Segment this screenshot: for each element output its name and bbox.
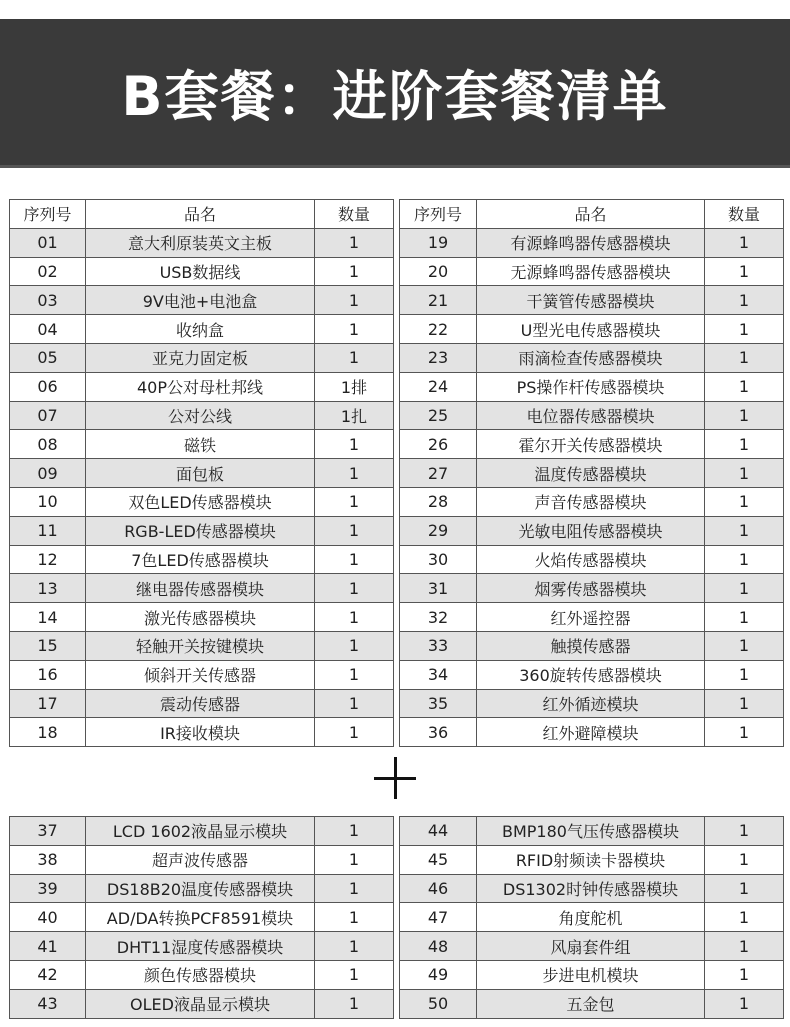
quantity-cell: 1 xyxy=(315,660,394,689)
quantity-cell: 1 xyxy=(315,932,394,961)
quantity-cell: 1 xyxy=(705,817,784,846)
serial-number-cell: 08 xyxy=(10,430,86,459)
product-name-cell: 红外循迹模块 xyxy=(477,689,705,718)
serial-number-cell: 49 xyxy=(400,960,477,989)
quantity-cell: 1 xyxy=(315,989,394,1018)
table-row xyxy=(400,286,784,315)
product-name-cell: 激光传感器模块 xyxy=(86,603,315,632)
product-name-cell: 温度传感器模块 xyxy=(477,459,705,488)
quantity-cell: 1 xyxy=(705,932,784,961)
table-row xyxy=(400,718,784,747)
parts-table-1-left xyxy=(9,199,394,747)
product-name-cell: 收纳盒 xyxy=(86,315,315,344)
table-row xyxy=(10,286,394,315)
table-row xyxy=(400,603,784,632)
table-row xyxy=(10,545,394,574)
table-row xyxy=(10,603,394,632)
product-name-cell: IR接收模块 xyxy=(86,718,315,747)
serial-number-cell: 21 xyxy=(400,286,477,315)
quantity-cell: 1 xyxy=(705,430,784,459)
product-name-cell: 意大利原装英文主板 xyxy=(86,228,315,257)
product-name-cell: 火焰传感器模块 xyxy=(477,545,705,574)
serial-number-cell: 02 xyxy=(10,257,86,286)
table-row xyxy=(10,960,394,989)
product-name-cell: DS1302时钟传感器模块 xyxy=(477,874,705,903)
quantity-cell: 1 xyxy=(705,718,784,747)
product-name-cell: 公对公线 xyxy=(86,401,315,430)
product-name-cell: 40P公对母杜邦线 xyxy=(86,372,315,401)
serial-number-cell: 22 xyxy=(400,315,477,344)
table-row xyxy=(400,574,784,603)
product-name-cell: RFID射频读卡器模块 xyxy=(477,845,705,874)
table-row xyxy=(10,459,394,488)
table-row xyxy=(400,257,784,286)
quantity-cell: 1 xyxy=(315,631,394,660)
product-name-cell: 继电器传感器模块 xyxy=(86,574,315,603)
quantity-cell: 1 xyxy=(705,286,784,315)
product-name-cell: 面包板 xyxy=(86,459,315,488)
product-name-cell: 360旋转传感器模块 xyxy=(477,660,705,689)
table-row xyxy=(400,960,784,989)
product-name-cell: 倾斜开关传感器 xyxy=(86,660,315,689)
quantity-cell: 1 xyxy=(315,603,394,632)
product-name-cell: DS18B20温度传感器模块 xyxy=(86,874,315,903)
product-name-cell: 霍尔开关传感器模块 xyxy=(477,430,705,459)
table-row xyxy=(400,660,784,689)
product-name-cell: 震动传感器 xyxy=(86,689,315,718)
product-name-cell: OLED液晶显示模块 xyxy=(86,989,315,1018)
table-row xyxy=(400,315,784,344)
serial-number-cell: 50 xyxy=(400,989,477,1018)
serial-number-cell: 33 xyxy=(400,631,477,660)
serial-number-cell: 18 xyxy=(10,718,86,747)
quantity-cell: 1 xyxy=(315,903,394,932)
serial-number-cell: 15 xyxy=(10,631,86,660)
quantity-cell: 1 xyxy=(705,631,784,660)
quantity-cell: 1 xyxy=(315,817,394,846)
header-quantity: 数量 xyxy=(705,200,784,229)
serial-number-cell: 17 xyxy=(10,689,86,718)
table-row xyxy=(10,689,394,718)
quantity-cell: 1 xyxy=(315,487,394,516)
serial-number-cell: 44 xyxy=(400,817,477,846)
quantity-cell: 1 xyxy=(315,228,394,257)
serial-number-cell: 29 xyxy=(400,516,477,545)
quantity-cell: 1 xyxy=(705,516,784,545)
product-name-cell: PS操作杆传感器模块 xyxy=(477,372,705,401)
product-name-cell: 风扇套件组 xyxy=(477,932,705,961)
quantity-cell: 1 xyxy=(705,228,784,257)
serial-number-cell: 32 xyxy=(400,603,477,632)
serial-number-cell: 14 xyxy=(10,603,86,632)
header-product-name: 品名 xyxy=(86,200,315,229)
serial-number-cell: 39 xyxy=(10,874,86,903)
table-row xyxy=(400,228,784,257)
header-serial-number: 序列号 xyxy=(10,200,86,229)
serial-number-cell: 28 xyxy=(400,487,477,516)
table-row xyxy=(10,718,394,747)
product-name-cell: 红外遥控器 xyxy=(477,603,705,632)
table-header-row xyxy=(10,200,394,229)
table-row xyxy=(10,315,394,344)
product-name-cell: 五金包 xyxy=(477,989,705,1018)
header-quantity: 数量 xyxy=(315,200,394,229)
table-row xyxy=(10,574,394,603)
serial-number-cell: 34 xyxy=(400,660,477,689)
product-name-cell: USB数据线 xyxy=(86,257,315,286)
table-row xyxy=(400,516,784,545)
product-name-cell: 干簧管传感器模块 xyxy=(477,286,705,315)
product-name-cell: 7色LED传感器模块 xyxy=(86,545,315,574)
serial-number-cell: 37 xyxy=(10,817,86,846)
serial-number-cell: 11 xyxy=(10,516,86,545)
product-name-cell: 角度舵机 xyxy=(477,903,705,932)
product-name-cell: 步进电机模块 xyxy=(477,960,705,989)
quantity-cell: 1 xyxy=(705,315,784,344)
table-row xyxy=(10,257,394,286)
product-name-cell: 无源蜂鸣器传感器模块 xyxy=(477,257,705,286)
serial-number-cell: 40 xyxy=(10,903,86,932)
product-name-cell: 磁铁 xyxy=(86,430,315,459)
product-name-cell: RGB-LED传感器模块 xyxy=(86,516,315,545)
quantity-cell: 1 xyxy=(705,459,784,488)
quantity-cell: 1 xyxy=(315,430,394,459)
plus-icon xyxy=(374,757,416,799)
product-name-cell: 双色LED传感器模块 xyxy=(86,487,315,516)
table-row xyxy=(10,487,394,516)
product-name-cell: 电位器传感器模块 xyxy=(477,401,705,430)
quantity-cell: 1 xyxy=(705,257,784,286)
table-row xyxy=(400,487,784,516)
quantity-cell: 1 xyxy=(315,545,394,574)
quantity-cell: 1 xyxy=(315,257,394,286)
serial-number-cell: 23 xyxy=(400,343,477,372)
serial-number-cell: 47 xyxy=(400,903,477,932)
serial-number-cell: 09 xyxy=(10,459,86,488)
table-row xyxy=(400,989,784,1018)
table-row xyxy=(10,845,394,874)
table-row xyxy=(10,817,394,846)
table-row xyxy=(10,401,394,430)
quantity-cell: 1 xyxy=(705,372,784,401)
table-row xyxy=(400,874,784,903)
table-row xyxy=(400,372,784,401)
quantity-cell: 1 xyxy=(315,516,394,545)
serial-number-cell: 07 xyxy=(10,401,86,430)
quantity-cell: 1 xyxy=(705,960,784,989)
table-row xyxy=(400,401,784,430)
product-name-cell: 轻触开关按键模块 xyxy=(86,631,315,660)
table-row xyxy=(10,874,394,903)
header-serial-number: 序列号 xyxy=(400,200,477,229)
serial-number-cell: 42 xyxy=(10,960,86,989)
quantity-cell: 1 xyxy=(705,845,784,874)
product-name-cell: 有源蜂鸣器传感器模块 xyxy=(477,228,705,257)
serial-number-cell: 43 xyxy=(10,989,86,1018)
serial-number-cell: 46 xyxy=(400,874,477,903)
quantity-cell: 1 xyxy=(705,874,784,903)
serial-number-cell: 30 xyxy=(400,545,477,574)
table-row xyxy=(10,516,394,545)
quantity-cell: 1 xyxy=(315,459,394,488)
product-name-cell: LCD 1602液晶显示模块 xyxy=(86,817,315,846)
serial-number-cell: 26 xyxy=(400,430,477,459)
parts-table-2-right xyxy=(399,816,784,1019)
quantity-cell: 1 xyxy=(705,903,784,932)
serial-number-cell: 20 xyxy=(400,257,477,286)
table-row xyxy=(10,343,394,372)
quantity-cell: 1 xyxy=(705,660,784,689)
table-row xyxy=(400,817,784,846)
quantity-cell: 1 xyxy=(705,545,784,574)
table-row xyxy=(400,631,784,660)
serial-number-cell: 05 xyxy=(10,343,86,372)
table-row xyxy=(10,932,394,961)
serial-number-cell: 12 xyxy=(10,545,86,574)
product-name-cell: 9V电池+电池盒 xyxy=(86,286,315,315)
serial-number-cell: 10 xyxy=(10,487,86,516)
product-name-cell: 亚克力固定板 xyxy=(86,343,315,372)
product-name-cell: 红外避障模块 xyxy=(477,718,705,747)
table-row xyxy=(10,631,394,660)
table-row xyxy=(400,459,784,488)
quantity-cell: 1 xyxy=(705,343,784,372)
table-row xyxy=(400,932,784,961)
quantity-cell: 1排 xyxy=(315,372,394,401)
quantity-cell: 1 xyxy=(315,286,394,315)
serial-number-cell: 31 xyxy=(400,574,477,603)
product-name-cell: DHT11湿度传感器模块 xyxy=(86,932,315,961)
serial-number-cell: 48 xyxy=(400,932,477,961)
serial-number-cell: 36 xyxy=(400,718,477,747)
serial-number-cell: 25 xyxy=(400,401,477,430)
table-row xyxy=(400,903,784,932)
product-name-cell: 超声波传感器 xyxy=(86,845,315,874)
serial-number-cell: 24 xyxy=(400,372,477,401)
serial-number-cell: 35 xyxy=(400,689,477,718)
table-row xyxy=(400,845,784,874)
serial-number-cell: 16 xyxy=(10,660,86,689)
table-row xyxy=(10,430,394,459)
table-header-row xyxy=(400,200,784,229)
quantity-cell: 1 xyxy=(705,989,784,1018)
product-name-cell: 颜色传感器模块 xyxy=(86,960,315,989)
table-row xyxy=(10,989,394,1018)
serial-number-cell: 41 xyxy=(10,932,86,961)
product-name-cell: 声音传感器模块 xyxy=(477,487,705,516)
quantity-cell: 1 xyxy=(315,689,394,718)
parts-table-2-left xyxy=(9,816,394,1019)
table-row xyxy=(10,903,394,932)
table-row xyxy=(400,430,784,459)
table-row xyxy=(400,545,784,574)
product-name-cell: 触摸传感器 xyxy=(477,631,705,660)
serial-number-cell: 01 xyxy=(10,228,86,257)
serial-number-cell: 03 xyxy=(10,286,86,315)
page-title: B套餐：进阶套餐清单 xyxy=(121,64,669,128)
quantity-cell: 1 xyxy=(315,960,394,989)
table-row xyxy=(10,372,394,401)
header-product-name: 品名 xyxy=(477,200,705,229)
serial-number-cell: 04 xyxy=(10,315,86,344)
table-row xyxy=(10,228,394,257)
serial-number-cell: 19 xyxy=(400,228,477,257)
product-name-cell: AD/DA转换PCF8591模块 xyxy=(86,903,315,932)
serial-number-cell: 27 xyxy=(400,459,477,488)
title-banner xyxy=(0,19,790,165)
product-name-cell: 光敏电阻传感器模块 xyxy=(477,516,705,545)
serial-number-cell: 13 xyxy=(10,574,86,603)
quantity-cell: 1 xyxy=(705,603,784,632)
table-row xyxy=(400,689,784,718)
quantity-cell: 1 xyxy=(705,689,784,718)
table-row xyxy=(400,343,784,372)
quantity-cell: 1 xyxy=(705,487,784,516)
quantity-cell: 1 xyxy=(315,845,394,874)
serial-number-cell: 06 xyxy=(10,372,86,401)
quantity-cell: 1 xyxy=(315,315,394,344)
quantity-cell: 1 xyxy=(315,874,394,903)
quantity-cell: 1 xyxy=(705,574,784,603)
product-name-cell: BMP180气压传感器模块 xyxy=(477,817,705,846)
quantity-cell: 1 xyxy=(705,401,784,430)
quantity-cell: 1 xyxy=(315,574,394,603)
quantity-cell: 1 xyxy=(315,718,394,747)
product-name-cell: 烟雾传感器模块 xyxy=(477,574,705,603)
table-row xyxy=(10,660,394,689)
product-name-cell: 雨滴检查传感器模块 xyxy=(477,343,705,372)
product-name-cell: U型光电传感器模块 xyxy=(477,315,705,344)
quantity-cell: 1 xyxy=(315,343,394,372)
quantity-cell: 1扎 xyxy=(315,401,394,430)
serial-number-cell: 38 xyxy=(10,845,86,874)
serial-number-cell: 45 xyxy=(400,845,477,874)
parts-table-1-right xyxy=(399,199,784,747)
